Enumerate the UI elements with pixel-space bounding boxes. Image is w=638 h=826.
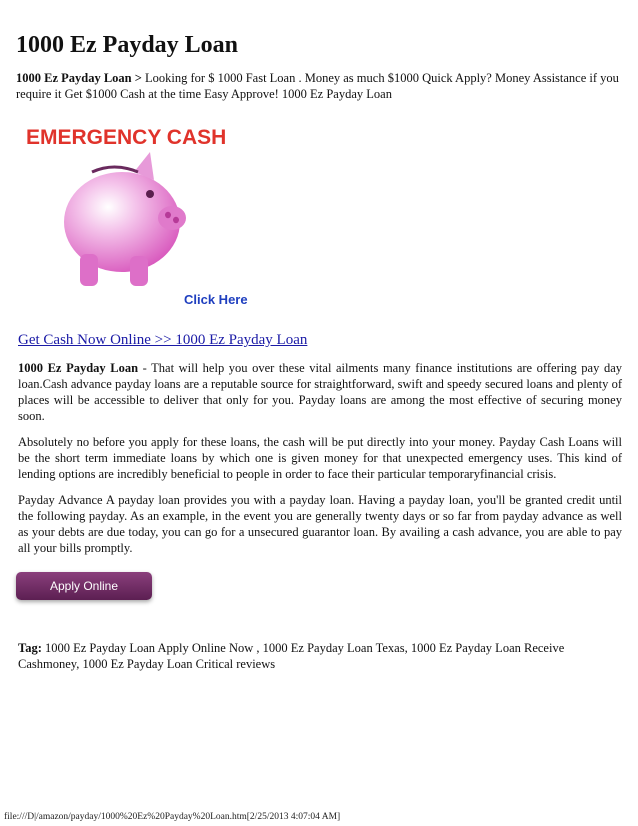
apply-online-button[interactable]: Apply Online bbox=[16, 572, 152, 600]
intro-paragraph bbox=[16, 70, 622, 102]
banner-heading: EMERGENCY CASH bbox=[26, 126, 227, 149]
click-here-link[interactable]: Click Here bbox=[184, 292, 248, 307]
tags-text: 1000 Ez Payday Loan Apply Online Now , 1000 Ez Payday Loan Texas, 1000 Ez Payday Loan Receive Cashmoney, 1000 Ez Payday Loan Critical reviews bbox=[18, 641, 565, 671]
document-page bbox=[16, 30, 622, 672]
get-cash-link[interactable]: Get Cash Now Online >> 1000 Ez Payday Loan bbox=[18, 332, 308, 348]
paragraph-1 bbox=[18, 360, 622, 424]
piggy-bank-icon bbox=[64, 152, 186, 286]
paragraph-2: Absolutely no before you apply for these loans, the cash will be put directly into your money. Payday Cash Loans will be the short term immediate loans by which one is given money for that unexpected emergency uses. This kind of lending options are incredibly beneficial to people in order to face their particular temporaryfinancial crisis. bbox=[18, 435, 622, 481]
para1-bold-lead: 1000 Ez Payday Loan bbox=[18, 361, 139, 375]
file-path-footer: file:///D|/amazon/payday/1000%20Ez%20Payday%20Loan.htm[2/25/2013 4:07:04 AM] bbox=[4, 812, 341, 822]
paragraph-3: Payday Advance A payday loan provides you with a payday loan. Having a payday loan, you'll be granted credit until the following payday. As an example, in the event you are generally twenty days or so far from payday advance as well as your debts are due today, you can go for a unsecured guarantor loan. By availing a cash advance, you are able to pay all your bills promptly. bbox=[18, 493, 622, 555]
para1-text: - That will help you over these vital ailments many finance institutions are offering pay day loan.Cash advance payday loans are a reputable source for straightforward, swift and speedy secured loans and plenty of places will be accessible to deliver that only for you. Payday loans are among the most effective of securing money soon. bbox=[18, 361, 622, 423]
tags-line bbox=[18, 640, 622, 672]
tags-label: Tag: bbox=[18, 641, 42, 655]
intro-bold-lead: 1000 Ez Payday Loan > bbox=[16, 71, 142, 85]
page-title: 1000 Ez Payday Loan bbox=[16, 32, 239, 58]
intro-text: Looking for $ 1000 Fast Loan . Money as much $1000 Quick Apply? Money Assistance if you require it Get $1000 Cash at the time Easy Approve! 1000 Ez Payday Loan bbox=[16, 71, 619, 101]
emergency-cash-banner[interactable] bbox=[22, 122, 252, 312]
